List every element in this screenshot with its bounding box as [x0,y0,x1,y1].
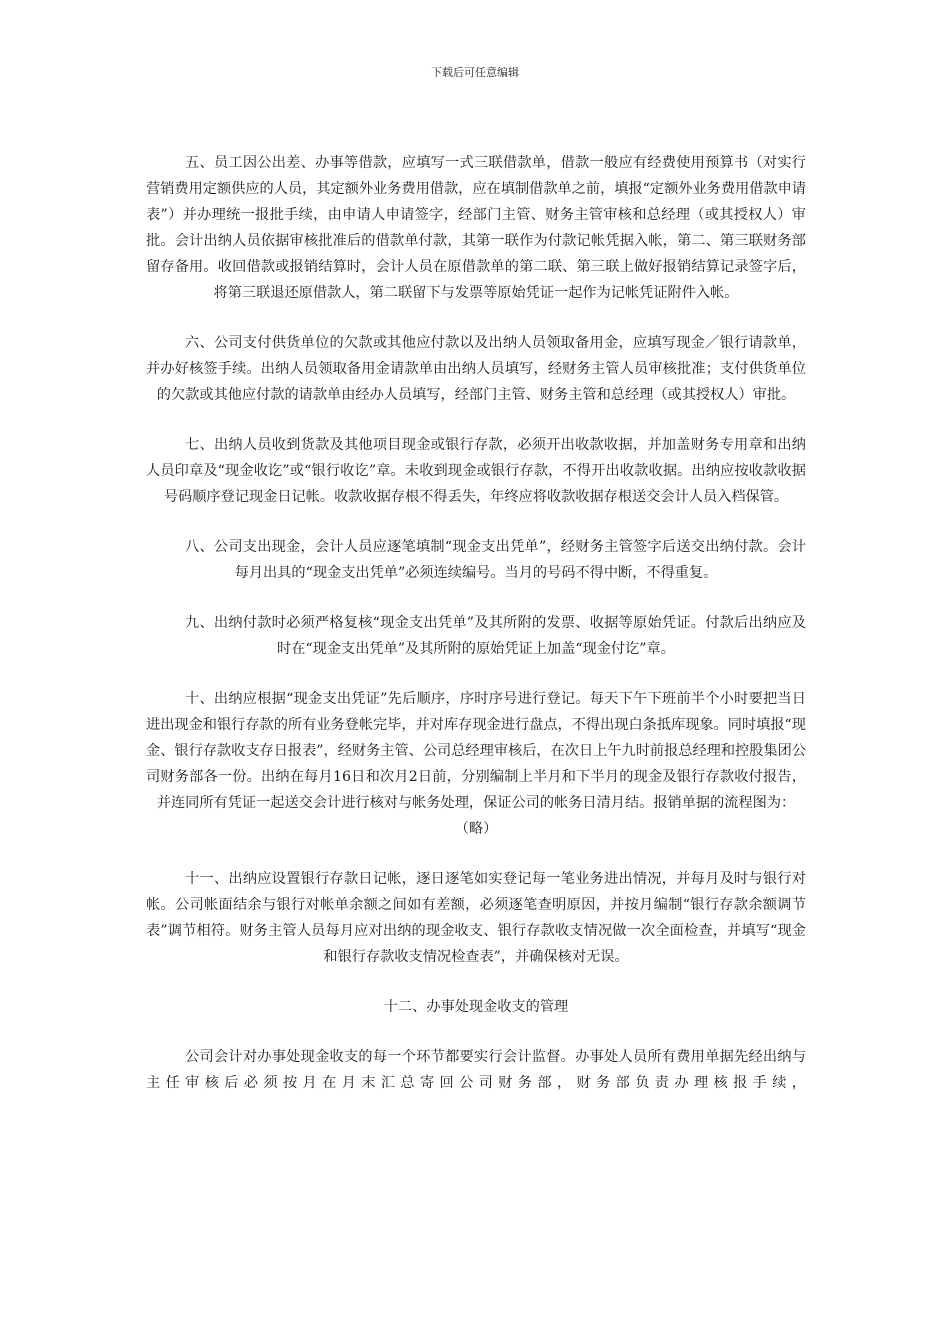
document-body [146,150,806,1120]
paragraph-7-receipts: 七、出纳人员收到货款及其他项目现金或银行存款，必须开出收款收据，并加盖财务专用章和出纳人员印章及“现金收讫”或“银行收讫”章。未收到现金或银行存款，不得开出收款收据。出纳应按收款收据号码顺序登记现金日记帐。收款收据存根不得丢失，年终应将收款收据存根送交会计人员入档保管。 [146,437,806,505]
paragraph-8-cash-expenditure: 八、公司支出现金，会计人员应逐笔填制“现金支出凭单”，经财务主管签字后送交出纳付款。会计每月出具的“现金支出凭单”必须连续编号。当月的号码不得中断，不得重复。 [185,539,806,581]
flowchart-omitted-note: （略） [454,821,498,837]
paragraph-9-payment-review: 九、出纳付款时必须严格复核“现金支出凭单”及其所附的发票、收据等原始凭证。付款后出纳应及时在“现金支出凭单”及其所附的原始凭证上加盖“现金付讫”章。 [185,615,806,657]
paragraph-6-payments-to-suppliers: 六、公司支付供货单位的欠款或其他应付款以及出纳人员领取备用金，应填写现金／银行请款单，并办好核签手续。出纳人员领取备用金请款单由出纳人员填写，经财务主管人员审核批准；支付供货单位的欠款或其他应付款的请款单由经办人员填写，经部门主管、财务主管和总经理（或其授权人）审批。 [146,335,806,403]
paragraph-5-employee-loans: 五、员工因公出差、办事等借款，应填写一式三联借款单，借款一般应有经费使用预算书（对实行营销费用定额供应的人员，其定额外业务费用借款，应在填制借款单之前，填报“定额外业务费用借款申请表”）并办理统一报批手续，由申请人申请签字，经部门主管、财务主管审核和总经理（或其授权人）审批。会计出纳人员依据审核批准后的借款单付款，其第一联作为付款记帐凭据入帐，第二、第三联财务部留存备用。收回借款或报销结算时，会计人员在原借款单的第二联、第三联上做好报销结算记录签字后，将第三联退还原借款人，第二联留下与发票等原始凭证一起作为记帐凭证附件入帐。 [146,155,806,301]
paragraph-10-cash-journal [146,686,806,842]
section-heading-12: 十二、办事处现金收支的管理 [383,999,569,1015]
paragraph-office-cash-management: 公司会计对办事处现金收支的每一个环节都要实行会计监督。办事处人员所有费用单据先经出纳与主任审核后必须按月在月末汇总寄回公司财务部，财务部负责办理核报手续， [146,1049,806,1091]
paragraph-11-bank-journal: 十一、出纳应设置银行存款日记帐，逐日逐笔如实登记每一笔业务进出情况，并每月及时与银行对帐。公司帐面结余与银行对帐单余额之间如有差额，必须逐笔查明原因，并按月编制“银行存款余额调节表”调节相符。财务主管人员每月应对出纳的现金收支、银行存款收支情况做一次全面检查，并填写“现金和银行存款收支情况检查表”，并确保核对无误。 [146,871,806,965]
page-header-note: 下载后可任意编辑 [431,66,519,79]
paragraph-10-text: 十、出纳应根据“现金支出凭证”先后顺序，序时序号进行登记。每天下午下班前半个小时要把当日进出现金和银行存款的所有业务登帐完毕，并对库存现金进行盘点，不得出现白条抵库现象。同时填报“现金、银行存款收支存日报表”，经财务主管、公司总经理审核后，在次日上午九时前报总经理和控股集团公司财务部各一份。出纳在每月16日和次月2日前，分别编制上半月和下半月的现金及银行存款收付报告，并连同所有凭证一起送交会计进行核对与帐务处理，保证公司的帐务日清月结。报销单据的流程图为： [146,691,806,811]
